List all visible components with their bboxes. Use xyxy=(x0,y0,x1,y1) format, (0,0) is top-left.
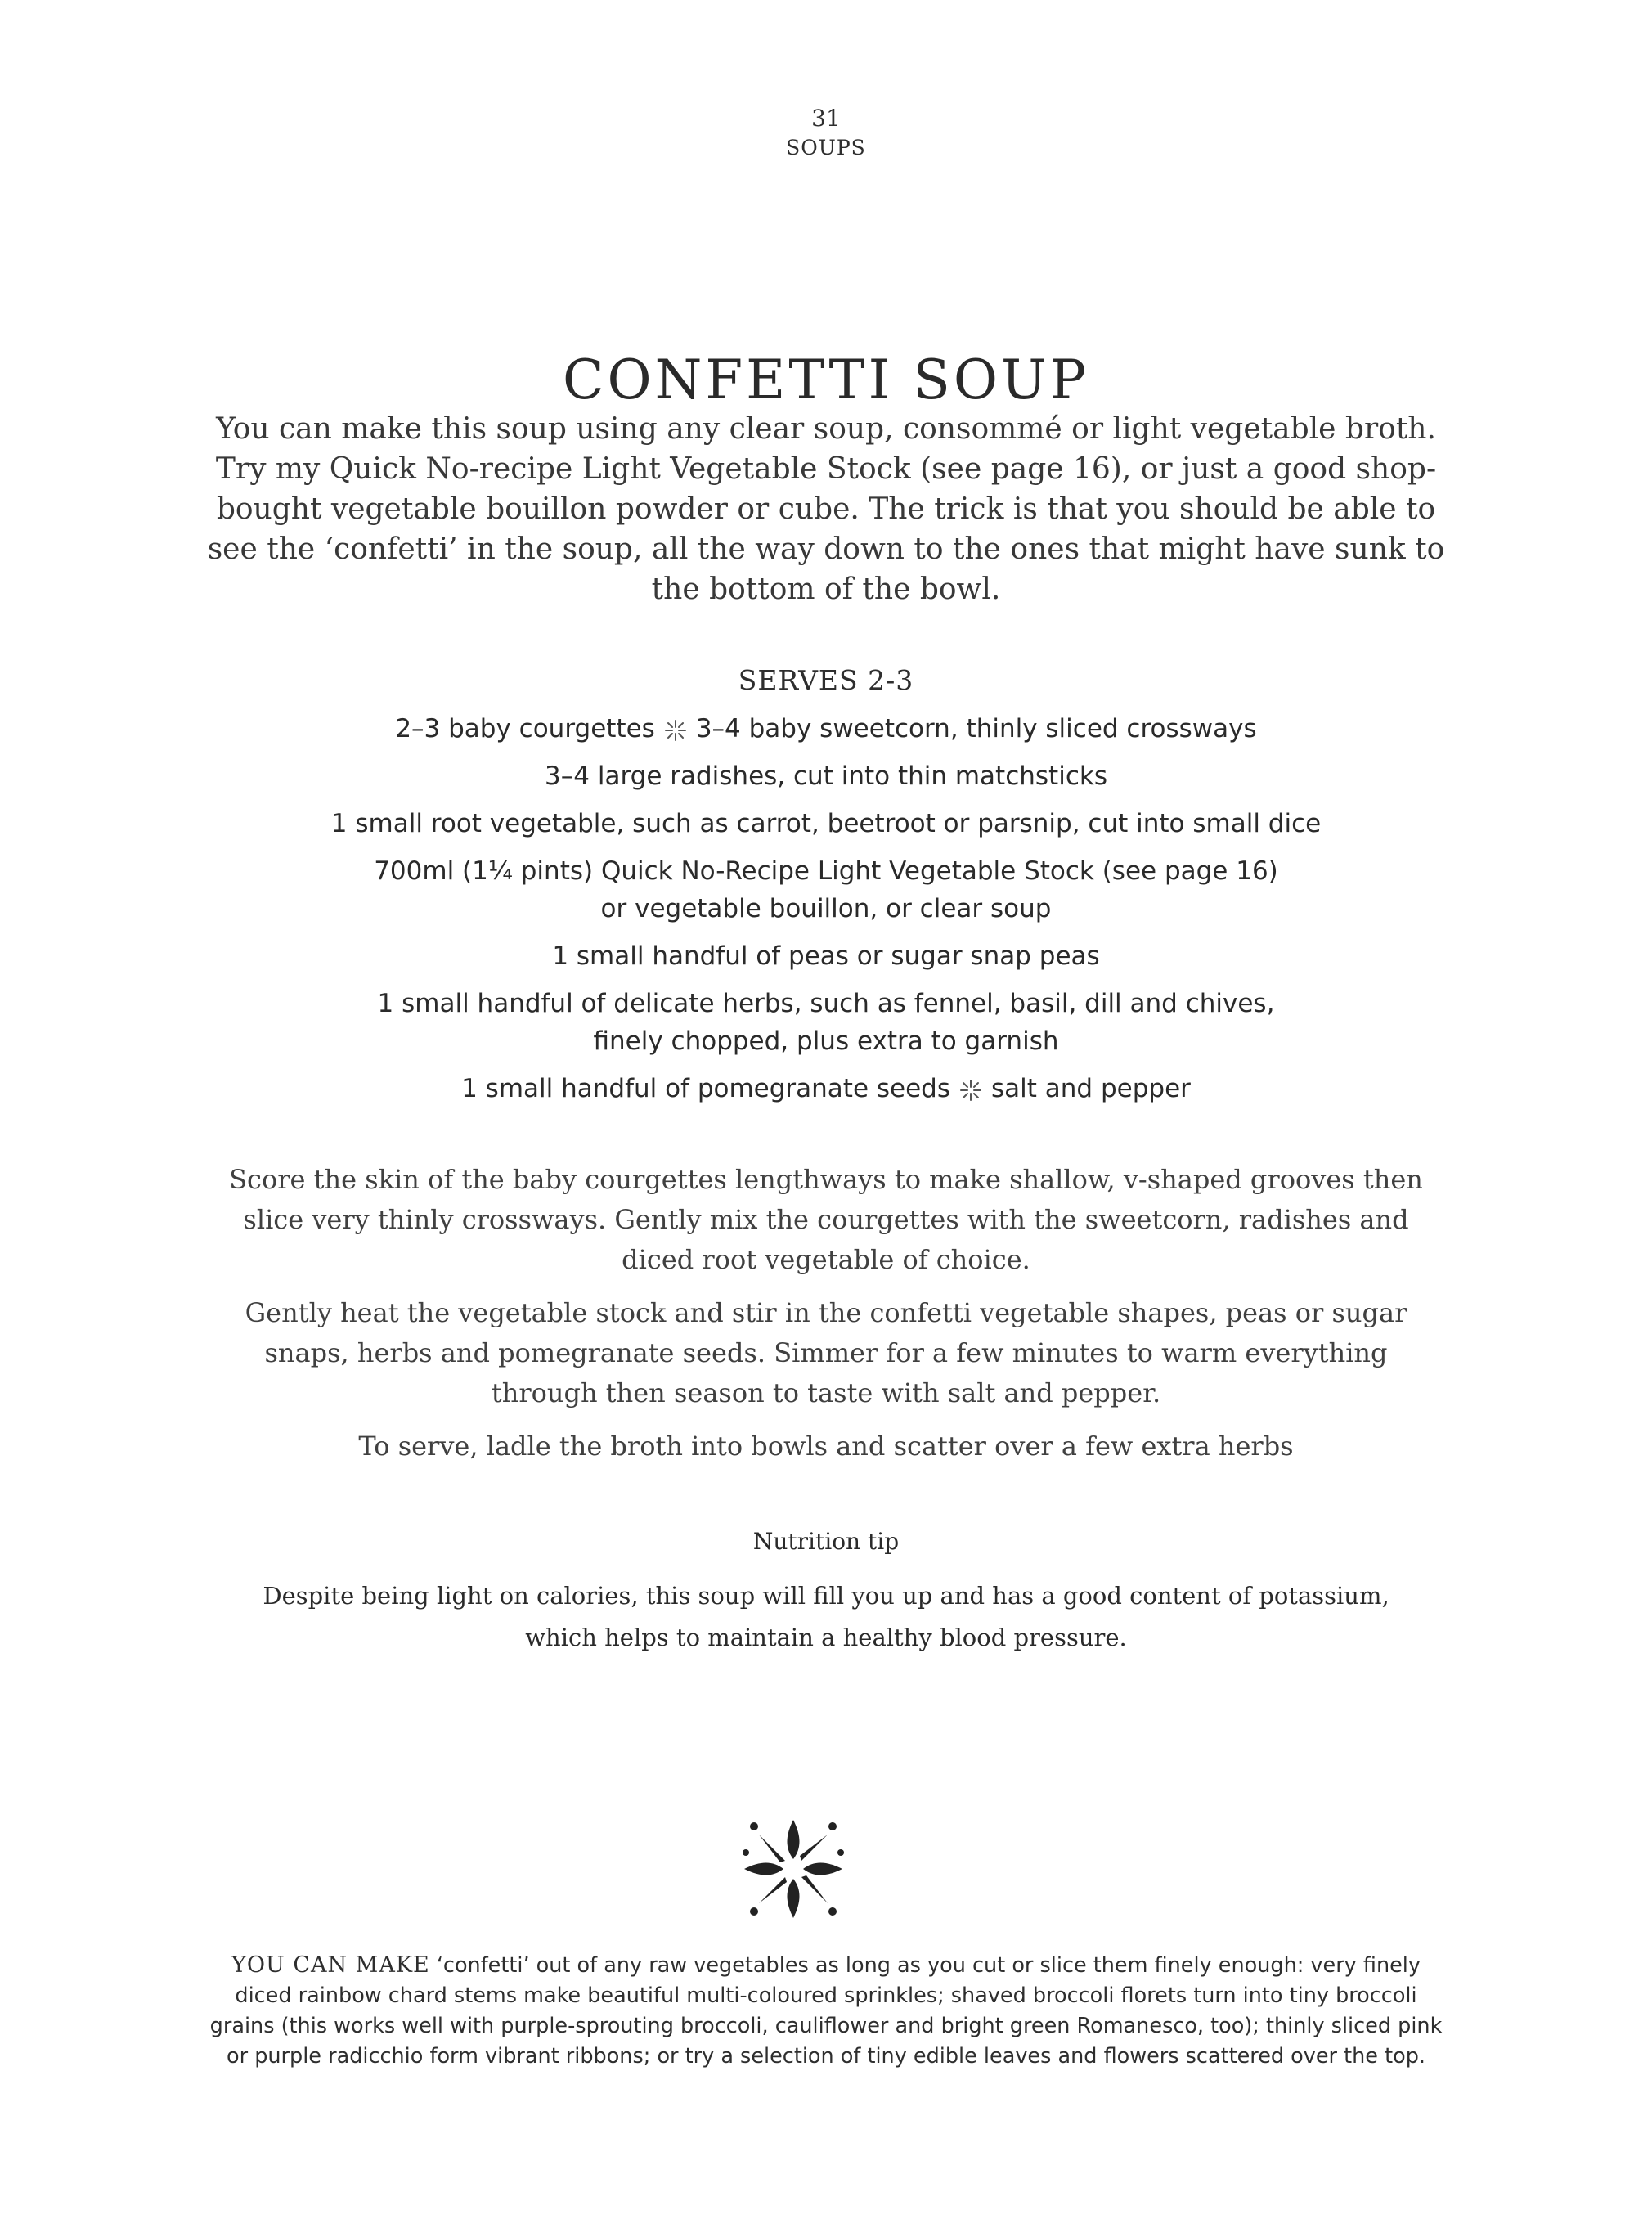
nutrition-tip-text: Despite being light on calories, this soup will fill you up and has a good content of potassium, which helps to maintain a healthy blood pressure. xyxy=(263,1582,1389,1651)
ingredient-item xyxy=(213,985,1439,1060)
ingredients-list xyxy=(213,710,1439,1117)
star-burst-icon xyxy=(663,718,688,743)
ingredient-item xyxy=(213,937,1439,975)
recipe-intro: You can make this soup using any clear soup, consommé or light vegetable broth. Try my Quick No-recipe Light Vegetable Stock (see page 16), or just a good shop-bought vegetable bouillon powder or cube. The trick is that you should be able to see the ‘confetti’ in the soup, all the way down to the ones that might have sunk to the bottom of the bowl. xyxy=(207,412,1445,606)
ingredient-text: 3–4 baby sweetcorn, thinly sliced crossways xyxy=(695,714,1257,743)
method-step: Score the skin of the baby courgettes lengthways to make shallow, v-shaped grooves then slice very thinly crossways. Gently mix the courgettes with the sweetcorn, radishes and diced root vegetable of choice. xyxy=(229,1164,1423,1275)
ingredient-text-continued: finely chopped, plus extra to garnish xyxy=(593,1026,1059,1056)
ingredient-item xyxy=(213,710,1439,748)
method-step: To serve, ladle the broth into bowls and scatter over a few extra herbs xyxy=(358,1431,1294,1462)
floral-ornament-icon xyxy=(728,1803,859,1934)
ingredient-text: 1 small root vegetable, such as carrot, beetroot or parsnip, cut into small dice xyxy=(330,809,1322,838)
ingredient-text: 2–3 baby courgettes xyxy=(395,714,655,743)
nutrition-tip-heading: Nutrition tip xyxy=(752,1528,900,1555)
tip-note-lead: YOU CAN MAKE xyxy=(231,1952,430,1978)
ingredient-text: 3–4 large radishes, cut into thin matchsticks xyxy=(545,761,1107,791)
tip-note xyxy=(209,1950,1443,2072)
ingredient-item xyxy=(213,1070,1439,1107)
tip-note-text: ‘confetti’ out of any raw vegetables as long as you cut or slice them finely enough: very finely diced rainbow chard stems make beautiful multi-coloured sprinkles; shaved broccoli florets turn into tiny broccoli grains (this works well with purple-sprouting broccoli, cauliflower and bright green Romanesco, too); thinly sliced pink or purple radicchio form vibrant ribbons; or try a selection of tiny edible leaves and flowers scattered over the top. xyxy=(209,1953,1443,2069)
recipe-title: CONFETTI SOUP xyxy=(562,348,1089,412)
star-burst-icon xyxy=(958,1078,983,1103)
ingredient-text: salt and pepper xyxy=(991,1074,1191,1103)
ingredient-text-continued: or vegetable bouillon, or clear soup xyxy=(600,894,1052,923)
ingredient-item xyxy=(213,805,1439,842)
method-section xyxy=(229,1160,1423,1480)
ingredient-text: 1 small handful of delicate herbs, such as fennel, basil, dill and chives, xyxy=(377,989,1275,1018)
method-step: Gently heat the vegetable stock and stir in the confetti vegetable shapes, peas or sugar snaps, herbs and pomegranate seeds. Simmer for a few minutes to warm everything through then season to taste with salt and pepper. xyxy=(245,1297,1407,1408)
ingredient-item xyxy=(213,852,1439,928)
serves-heading: SERVES 2-3 xyxy=(738,664,914,696)
ingredient-text: 1 small handful of pomegranate seeds xyxy=(461,1074,951,1103)
page-number: 31 xyxy=(811,105,841,132)
section-name: SOUPS xyxy=(786,136,866,159)
ingredient-text: 1 small handful of peas or sugar snap peas xyxy=(552,941,1100,971)
ingredient-text: 700ml (1¼ pints) Quick No-Recipe Light Vegetable Stock (see page 16) xyxy=(374,856,1278,886)
ingredient-item xyxy=(213,757,1439,795)
